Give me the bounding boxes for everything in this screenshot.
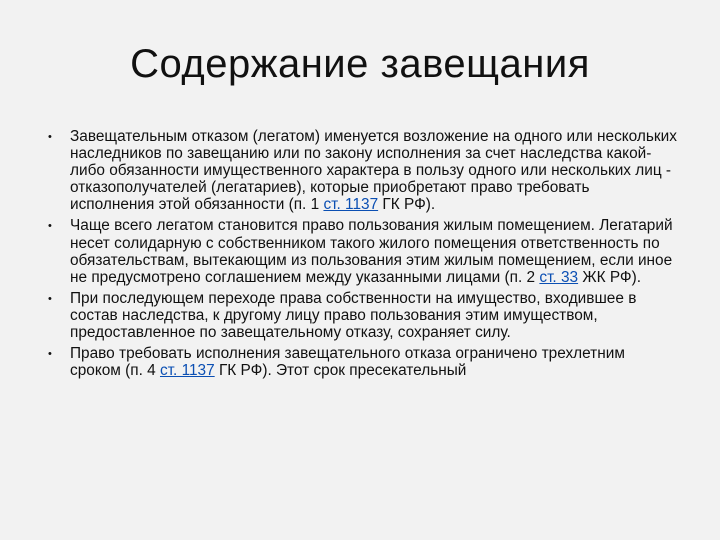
- bullet-text-tail: ЖК РФ).: [578, 268, 642, 286]
- bullet-item-ownership-transfer: [48, 290, 678, 341]
- bullet-icon: •: [48, 220, 52, 233]
- bullet-icon: •: [48, 131, 52, 143]
- bullet-icon: •: [48, 348, 52, 361]
- term-legat: Завещательным отказом (легатом): [70, 128, 320, 145]
- slide-title: Содержание завещания: [130, 42, 590, 86]
- bullet-item-housing-use: [48, 217, 678, 285]
- bullet-text-tail: ГК РФ). Этот срок пресекательный: [214, 362, 467, 380]
- bullet-text: При последующем переходе права собственности на имущество, входившее в состав наследства, к другому лицу право пользования этим имуществом, предоставленное по завещательному отказу, сохраняет силу.: [70, 289, 637, 342]
- bullet-item-time-limit: [48, 345, 678, 379]
- bullet-item-legat-definition: [48, 128, 678, 213]
- bullet-text: именуется возложение на одного или нескольких наследников по завещанию или по закону исполнения за счет наследства какой-либо обязанности имущественного характера в пользу одного или нескольких лиц - отказополучателей (легатариев), которые приобретают право требовать исполнения этой обязанности (п. 1: [70, 128, 677, 214]
- law-link-st-33[interactable]: ст. 33: [539, 268, 579, 286]
- law-link-st-1137[interactable]: ст. 1137: [159, 362, 215, 380]
- bullet-text: Право требовать исполнения завещательного отказа ограничено трехлетним сроком (п. 4: [70, 345, 625, 380]
- bullet-list: [48, 128, 678, 383]
- law-link-st-1137[interactable]: ст. 1137: [323, 196, 379, 214]
- bullet-text: Чаще всего легатом становится право пользования жилым помещением. Легатарий несет солидарную с собственником такого жилого помещения ответственность по обязательствам, вытекающим из пользования этим жилым помещением, если иное не предусмотрено соглашением между указанными лицами (п. 2: [70, 217, 673, 286]
- bullet-icon: •: [48, 292, 52, 305]
- bullet-text-tail: ГК РФ).: [378, 196, 436, 214]
